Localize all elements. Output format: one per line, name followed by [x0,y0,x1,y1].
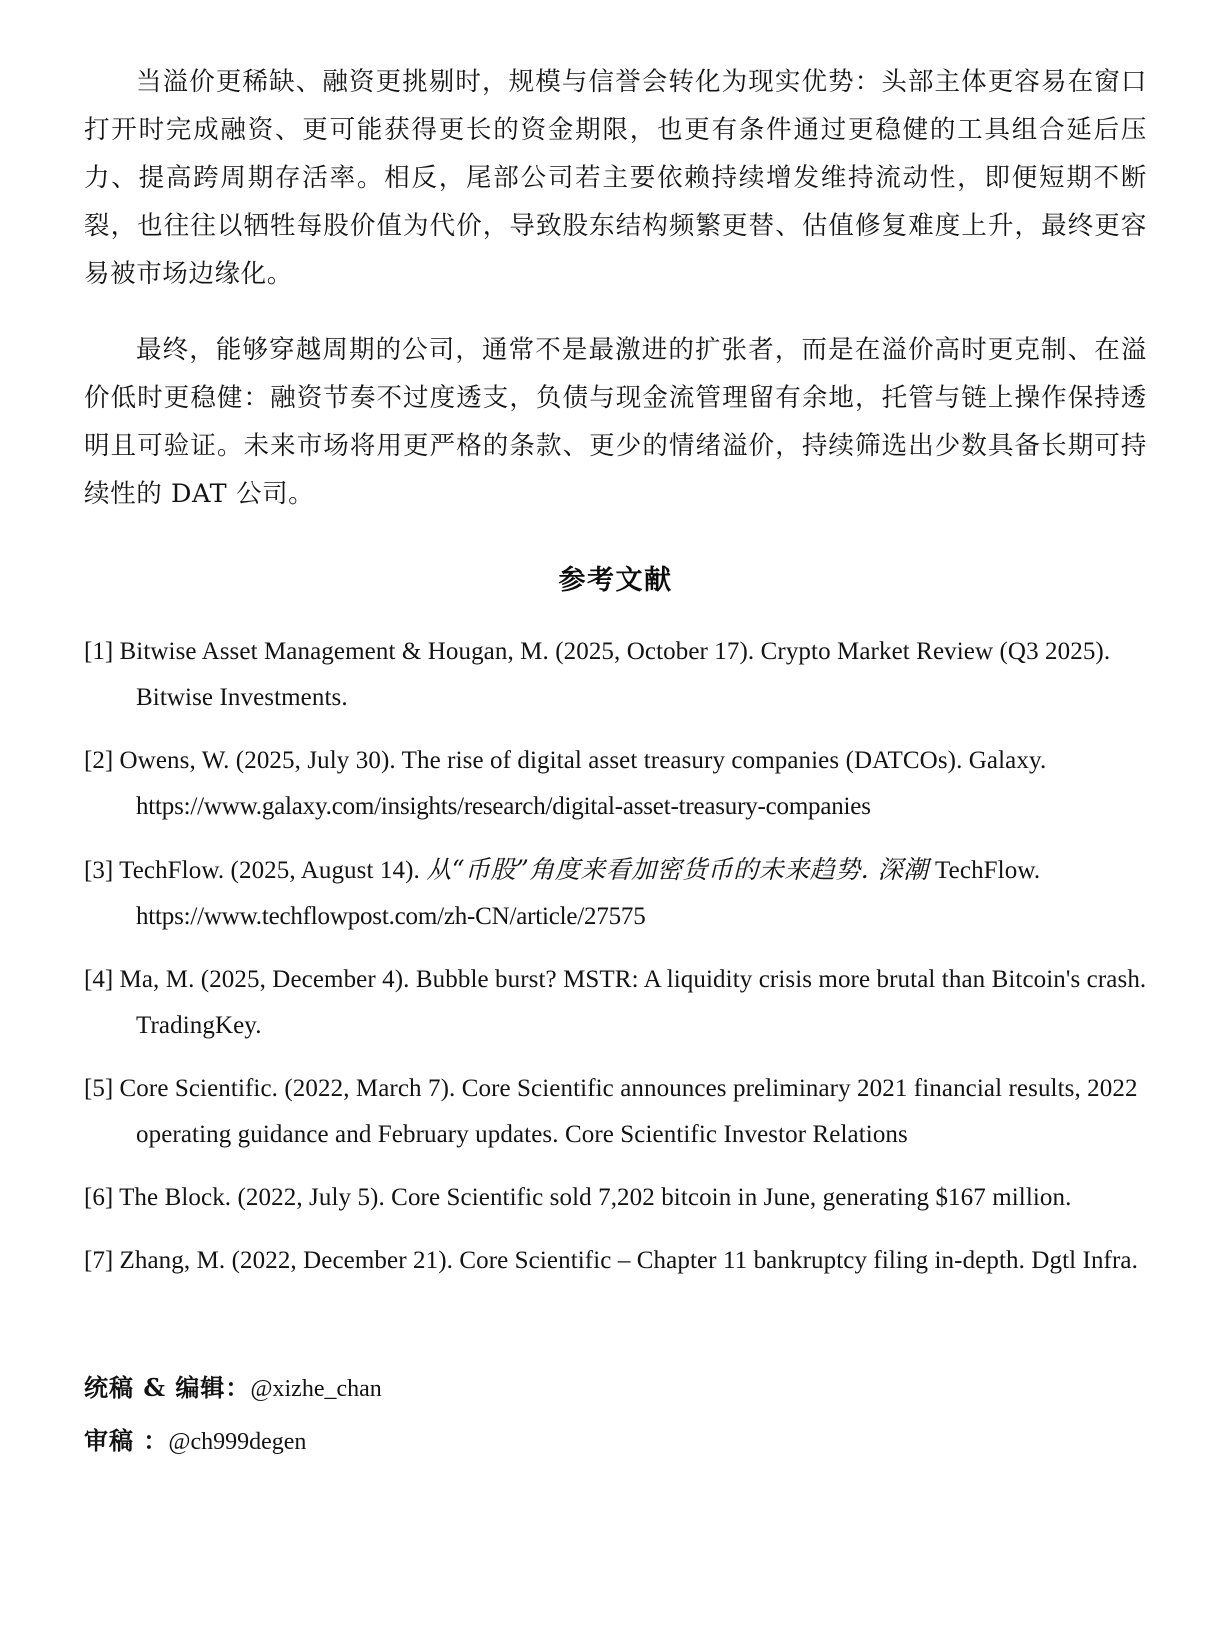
credits-block [84,1362,1147,1468]
credit-label-editor: 统稿 & 编辑： [84,1373,251,1402]
reference-url[interactable]: https://www.techflowpost.com/zh-CN/article/27575 [136,903,646,930]
reference-item [84,1175,1147,1221]
reference-tag: [2] [84,747,114,774]
page-content [84,58,1147,1468]
body-paragraph-2: 最终，能够穿越周期的公司，通常不是最激进的扩张者，而是在溢价高时更克制、在溢价低时更稳健：融资节奏不过度透支，负债与现金流管理留有余地，托管与链上操作保持透明且可验证。未来市场将用更严格的条款、更少的情绪溢价，持续筛选出少数具备长期可持续性的 DAT 公司。 [84,335,1147,509]
credit-label-reviewer: 审稿 ： [84,1426,169,1455]
reference-text: Bitwise Asset Management & Hougan, M. (2025, October 17). Crypto Market Review (Q3 2025). Bitwise Investments. [119,638,1111,711]
reference-tag: [1] [84,638,114,665]
reference-tag: [6] [84,1184,114,1211]
reference-item [84,629,1147,721]
reference-item [84,738,1147,830]
reference-tag: [3] [84,857,114,884]
reference-text: Ma, M. (2025, December 4). Bubble burst? MSTR: A liquidity crisis more brutal than Bitcoin's crash. TradingKey. [119,966,1147,1039]
credit-line-editor [84,1362,1147,1415]
reference-item [84,957,1147,1049]
reference-tag: [5] [84,1075,114,1102]
reference-text-before: TechFlow. (2025, August 14). [119,857,427,884]
body-paragraph-1: 当溢价更稀缺、融资更挑剔时，规模与信誉会转化为现实优势：头部主体更容易在窗口打开时完成融资、更可能获得更长的资金期限，也更有条件通过更稳健的工具组合延后压力、提高跨周期存活率。相反，尾部公司若主要依赖持续增发维持流动性，即便短期不断裂，也往往以牺牲每股价值为代价，导致股东结构频繁更替、估值修复难度上升，最终更容易被市场边缘化。 [84,67,1147,289]
references-heading: 参考文献 [558,565,673,596]
reference-item [84,1238,1147,1284]
reference-text: Zhang, M. (2022, December 21). Core Scientific – Chapter 11 bankruptcy filing in-depth. Dgtl Infra. [119,1247,1138,1274]
reference-url[interactable]: https://www.galaxy.com/insights/research/digital-asset-treasury-companies [136,793,871,820]
reference-text: Owens, W. (2025, July 30). The rise of digital asset treasury companies (DATCOs). Galaxy. [119,747,1047,774]
reference-item [84,847,1147,940]
references-list [84,629,1147,1284]
reference-text-chinese: 从“币股”角度来看加密货币的未来趋势. 深潮 [426,855,929,884]
reference-text: Core Scientific. (2022, March 7). Core Scientific announces preliminary 2021 financial results, 2022 operating guidance and February updates. Core Scientific Investor Relations [119,1075,1138,1148]
reference-text-after: TechFlow. [935,857,1041,884]
reference-item [84,1066,1147,1158]
reference-tag: [7] [84,1247,114,1274]
reference-tag: [4] [84,966,114,993]
reference-text: The Block. (2022, July 5). Core Scientific sold 7,202 bitcoin in June, generating $167 million. [119,1184,1072,1211]
credit-handle-editor[interactable]: @xizhe_chan [250,1376,382,1402]
credit-handle-reviewer[interactable]: @ch999degen [168,1429,307,1455]
credit-line-reviewer [84,1415,1147,1468]
